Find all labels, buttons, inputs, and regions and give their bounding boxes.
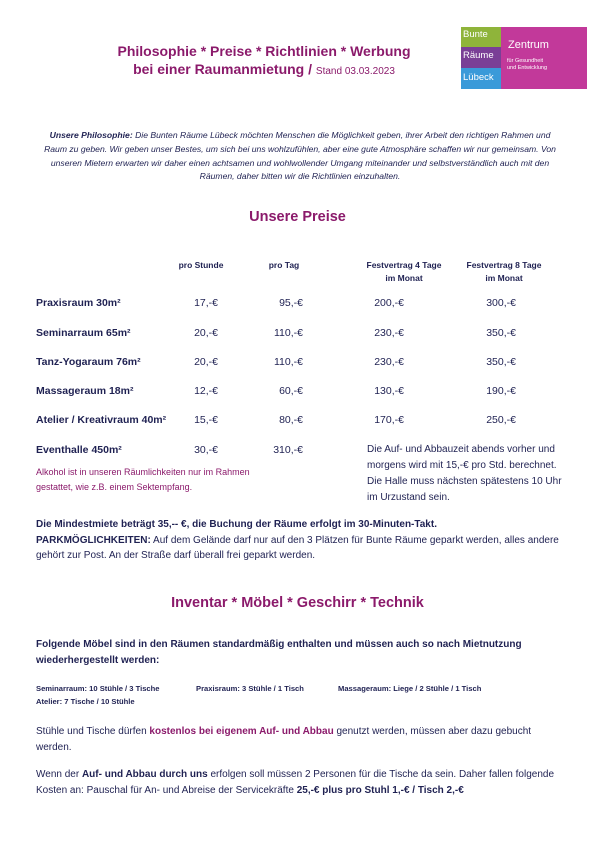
price-hour: 12,-€: [194, 385, 218, 397]
inventory-intro: Folgende Möbel sind in den Räumen standardmäßig enthalten und müssen auch so nach Mietnutzung wiederhergestellt werden:: [36, 639, 522, 666]
service-bold: Auf- und Abbau durch uns: [81, 769, 208, 780]
column-header-fixed-4: Festvertrag 4 Tage im Monat: [366, 260, 442, 283]
philosophy-text: Die Bunten Räume Lübeck möchten Menschen die Möglichkeit geben, ihrer Arbeit den richtigen Rahmen und Raum zu geben. Wir geben unser Bestes, um sich bei uns wohlzufühlen, aber eine gute Atmosphäre schaffen wir nur gemeinsam. Von unseren Mietern erwarten wir daher einen achtsamen und wohlwollender Umgang miteinander und selbstverständlich auch mit den Räumen, daher bitten wir die Richtlinien einzuhalten.: [44, 130, 556, 182]
minimum-rent-block: [36, 517, 561, 564]
row-label: Tanz-Yogaraum 76m²: [36, 356, 141, 368]
inventory-item: Massageraum: Liege / 2 Stühle / 1 Tisch: [338, 684, 482, 693]
parking-text: Auf dem Gelände darf nur auf den 3 Plätzen für Bunte Räume geparkt werden, alles andere gehört zur Post. An der Straße darf überall frei geparkt werden.: [36, 534, 559, 561]
row-label: Praxisraum 30m²: [36, 297, 121, 309]
prices-heading: Unsere Preise: [249, 209, 346, 225]
price-fixed-4: 230,-€: [374, 327, 404, 339]
row-label: Atelier / Kreativraum 40m²: [36, 414, 167, 426]
row-label: Massageraum 18m²: [36, 385, 134, 397]
logo-zentrum: Zentrum für Gesundheit und Entwicklung: [501, 27, 587, 89]
service-cost: 25,-€ plus pro Stuhl 1,-€ / Tisch 2,-€: [296, 784, 464, 796]
price-hour: 17,-€: [194, 297, 218, 309]
logo-raeume: Räume: [461, 47, 501, 68]
row-label: Seminarraum 65m²: [36, 327, 131, 339]
price-hour: 30,-€: [194, 444, 218, 456]
setup-time-note: Die Auf- und Abbauzeit abends vorher und morgens wird mit 15,-€ pro Std. berechnet. Die Halle muss nächsten spätestens 10 Uhr im Urzustand sein.: [367, 444, 562, 503]
row-label: Eventhalle 450m²: [36, 444, 122, 456]
price-day: 310,-€: [273, 444, 303, 456]
price-fixed-8: 300,-€: [486, 297, 516, 309]
price-fixed-4: 230,-€: [374, 356, 404, 368]
alcohol-note: Alkohol ist in unseren Räumlichkeiten nur im Rahmen gestattet, wie z.B. einem Sektempfang.: [36, 467, 250, 492]
price-fixed-8: 350,-€: [486, 356, 516, 368]
minimum-rent-line: Die Mindestmiete beträgt 35,-- €, die Buchung der Räume erfolgt im 30-Minuten-Takt.: [36, 519, 437, 530]
chairs-paragraph: Stühle und Tische dürfen kostenlos bei eigenem Auf- und Abbau genutzt werden, müssen aber dazu gebucht werden.: [36, 726, 532, 753]
philosophy-label: Unsere Philosophie:: [49, 130, 133, 140]
stand-date: Stand 03.03.2023: [315, 66, 395, 77]
column-header-hour: pro Stunde: [178, 260, 224, 270]
price-fixed-4: 200,-€: [374, 297, 404, 309]
free-usage-highlight: kostenlos bei eigenem Auf- und Abbau: [149, 726, 334, 737]
price-fixed-4: 130,-€: [374, 385, 404, 397]
inventory-item: Seminarraum: 10 Stühle / 3 Tische: [36, 684, 160, 693]
inventory-heading: Inventar * Möbel * Geschirr * Technik: [171, 595, 424, 611]
page-title: [0, 42, 528, 81]
logo-luebeck: Lübeck: [461, 68, 501, 89]
price-hour: 15,-€: [194, 414, 218, 426]
price-fixed-8: 190,-€: [486, 385, 516, 397]
column-header-fixed-8: Festvertrag 8 Tage im Monat: [466, 260, 542, 283]
price-day: 110,-€: [274, 356, 303, 368]
logo-bunte: Bunte: [461, 27, 501, 47]
title-line-2: bei einer Raumanmietung / Stand 03.03.2023: [133, 61, 395, 77]
parking-label: PARKMÖGLICHKEITEN:: [36, 534, 151, 546]
price-fixed-8: 350,-€: [486, 327, 516, 339]
inventory-item: Praxisraum: 3 Stühle / 1 Tisch: [196, 684, 304, 693]
title-line-1: Philosophie * Preise * Richtlinien * Werbung: [117, 43, 411, 59]
parking-paragraph: [36, 533, 561, 564]
inventory-item: Atelier: 7 Tische / 10 Stühle: [36, 697, 135, 706]
column-header-day: pro Tag: [268, 260, 300, 270]
price-day: 95,-€: [279, 297, 303, 309]
philosophy-paragraph: [40, 129, 560, 184]
price-day: 60,-€: [279, 385, 303, 397]
service-paragraph: Wenn der Auf- und Abbau durch uns erfolgen soll müssen 2 Personen für die Tische da sein. Daher fallen folgende Kosten an: Pauschal für An- und Abreise der Servicekräfte 25,-€ plus pro Stuhl 1,-€ / Tisch 2,-€: [36, 769, 555, 796]
price-day: 110,-€: [274, 327, 303, 339]
price-day: 80,-€: [279, 414, 303, 426]
price-fixed-8: 250,-€: [486, 414, 516, 426]
price-fixed-4: 170,-€: [374, 414, 404, 426]
price-hour: 20,-€: [194, 356, 218, 368]
price-hour: 20,-€: [194, 327, 218, 339]
logo: [461, 27, 587, 89]
